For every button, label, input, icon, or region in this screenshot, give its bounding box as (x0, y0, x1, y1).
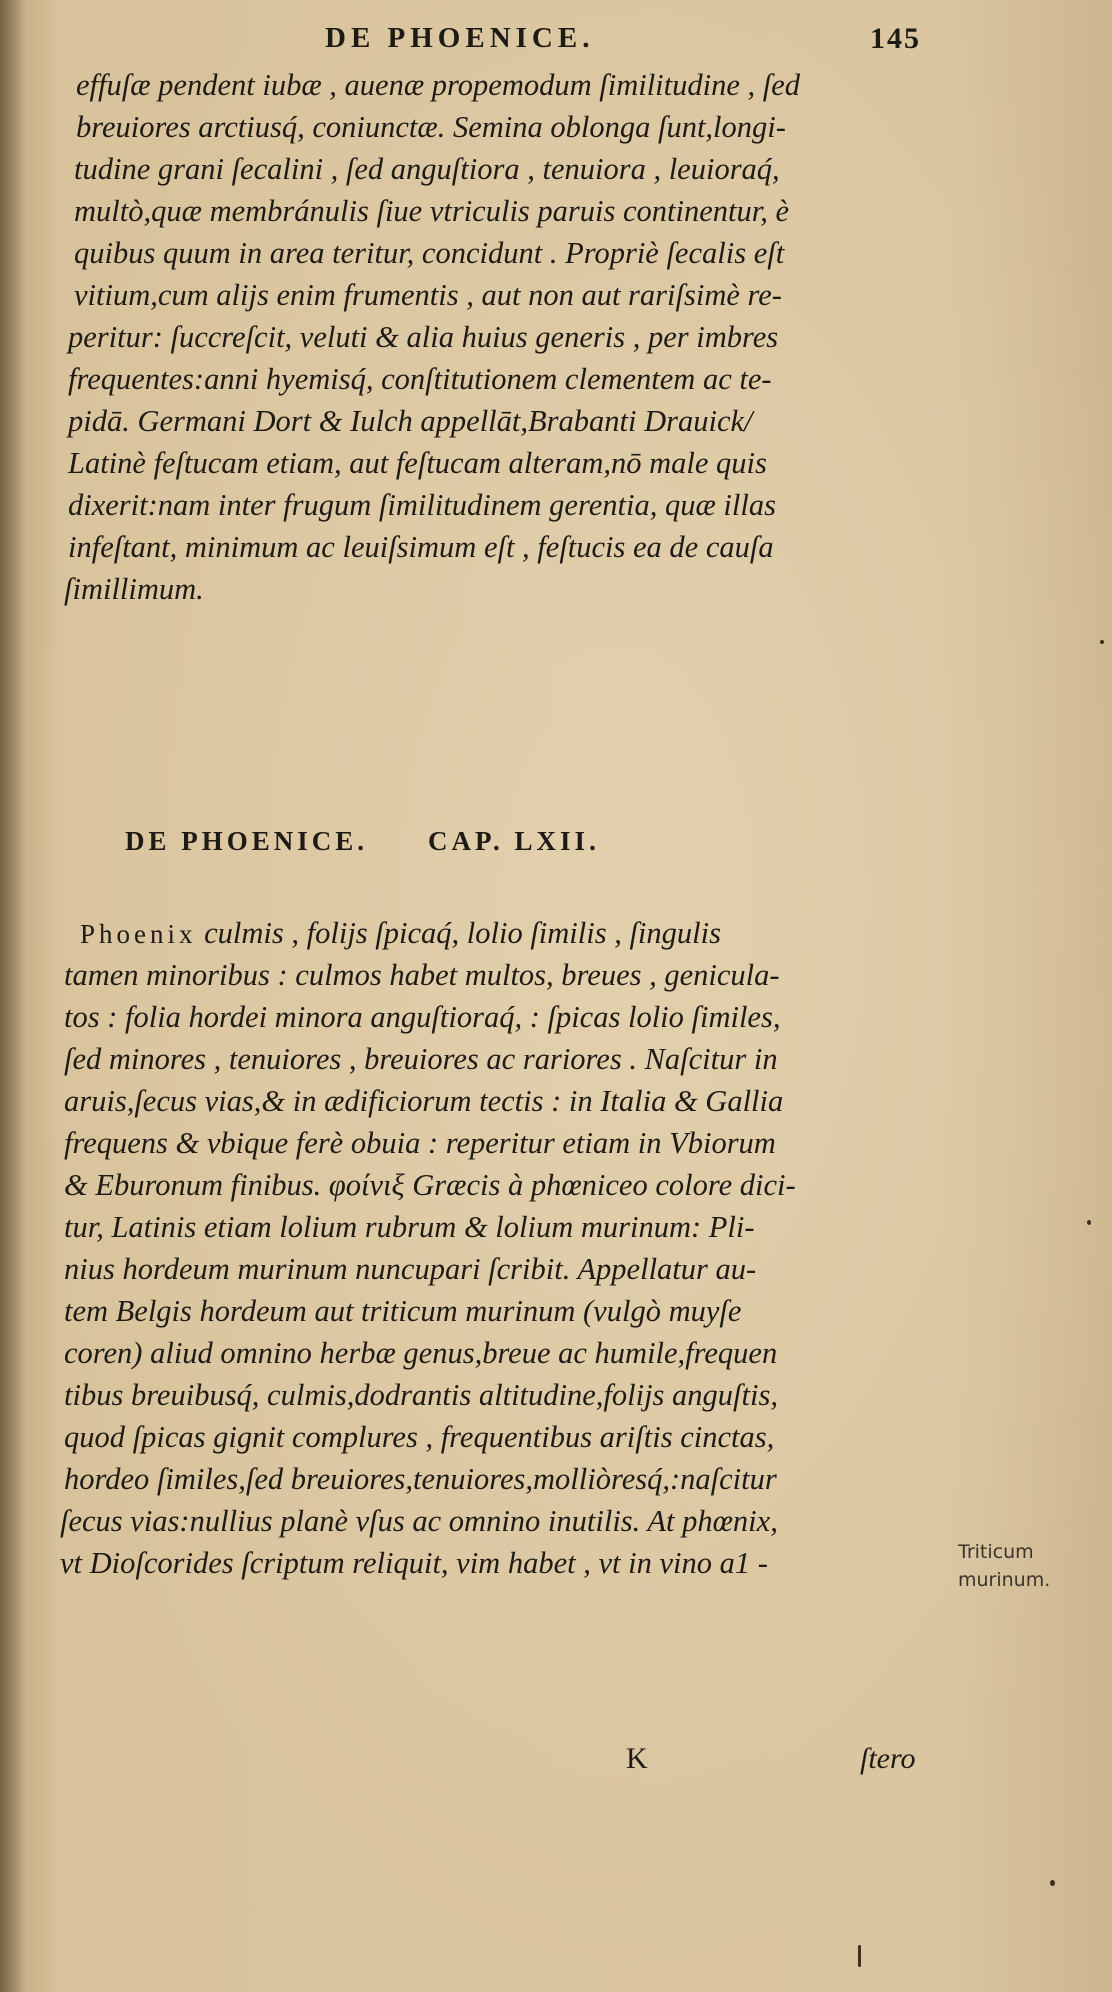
signature-mark: K (626, 1742, 648, 1775)
paper-speck (858, 1945, 861, 1967)
paper-speck (1050, 1880, 1055, 1886)
text-line: tem Belgis hordeum aut triticum murinum (vulgò muyſe (64, 1294, 742, 1328)
text-line: tos : folia hordei minora anguſtioraq́, : ſpicas lolio ſimiles, (64, 1000, 781, 1034)
text-line: frequens & vbique ferè obuia : reperitur etiam in Vbiorum (64, 1126, 776, 1160)
text-line: infeſtant, minimum ac leuiſsimum eſt , feſtucis ea de cauſa (68, 530, 774, 564)
text-line: peritur: ſuccreſcit, veluti & alia huius generis , per imbres (68, 320, 779, 354)
margin-note (958, 1538, 1050, 1594)
text-line: breuiores arctiusq́, coniunctæ. Semina oblonga ſunt,longi- (76, 110, 786, 144)
text-line: coren) aliud omnino herbæ genus,breue ac humile,frequen (64, 1336, 778, 1370)
text-line: effuſæ pendent iubæ , auenæ propemodum ſimilitudine , ſed (76, 68, 801, 102)
text-line: Latinè feſtucam etiam, aut feſtucam alteram,nō male quis (68, 446, 767, 480)
page-number: 145 (870, 22, 921, 55)
gutter-shadow (0, 0, 26, 1992)
margin-note-line: Triticum (958, 1541, 1034, 1563)
text-line: nius hordeum murinum nuncupari ſcribit. Appellatur au- (64, 1252, 757, 1286)
text-line: frequentes:anni hyemisq́, conſtitutionem clementem ac te- (68, 362, 772, 396)
chapter-heading (125, 826, 600, 857)
margin-note-line: murinum. (958, 1569, 1051, 1591)
catchword: ſtero (860, 1742, 916, 1775)
text-line: hordeo ſimiles,ſed breuiores,tenuiores,molliòresq́,:naſcitur (64, 1462, 777, 1496)
chapter-number: CAP. LXII. (428, 826, 600, 856)
text-line: vt Dioſcorides ſcriptum reliquit, vim habet , vt in vino a1 - (60, 1546, 768, 1580)
text-line: tamen minoribus : culmos habet multos, breues , genicula- (64, 958, 780, 992)
text-line: & Eburonum finibus. φοίνιξ Græcis à phœniceo colore dici- (64, 1168, 796, 1202)
paper-speck (1087, 1220, 1091, 1225)
text-line: pidā. Germani Dort & Iulch appellāt,Brabanti Drauick/ (68, 404, 753, 438)
page-header (0, 22, 1112, 62)
text-line: vitium,cum aliјs enim frumentis , aut non aut rariſsimè re- (74, 278, 782, 312)
text-line: tur, Latinis etiam lolium rubrum & lolium murinum: Pli- (64, 1210, 755, 1244)
page-footer (0, 1742, 1112, 1782)
text-line: tudine grani ſecalini , ſed anguſtiora , tenuiora , leuioraq́, (74, 152, 780, 186)
text-line (30, 912, 1010, 954)
text-line: tibus breuibusq́, culmis,dodrantis altitudine,foliјs anguſtis, (64, 1378, 778, 1412)
text-line: ſed minores , tenuiores , breuiores ac rariores . Naſcitur in (64, 1042, 778, 1076)
running-title: DE PHOENICE. (325, 22, 595, 54)
chapter-title: DE PHOENICE. (125, 826, 369, 856)
text-line: quibus quum in area teritur, concidunt . Propriè ſecalis eſt (74, 236, 785, 270)
text-line: ſimillimum. (64, 572, 204, 606)
section-2-text (30, 912, 1010, 1584)
text-line: quod ſpicas gignit complures , frequentibus ariſtis cinctas, (64, 1420, 775, 1454)
paper-speck (1100, 640, 1104, 644)
text-line: ſecus vias:nullius planè vſus ac omnino inutilis. At phœnix, (60, 1504, 778, 1538)
section-1-text (30, 64, 1010, 610)
text-line: dixerit:nam inter frugum ſimilitudinem gerentia, quæ illas (68, 488, 776, 522)
text-line: aruis,ſecus vias,& in ædificiorum tectis : in Italia & Gallia (64, 1084, 784, 1118)
text-line: multò,quæ membránulis ſiue vtriculis paruis continentur, è (74, 194, 790, 228)
text-line-rest: culmis , foliјs ſpicaq́, lolio ſimilis , ſingulis (196, 916, 721, 950)
chapter-first-word: Phoenix (80, 919, 197, 949)
